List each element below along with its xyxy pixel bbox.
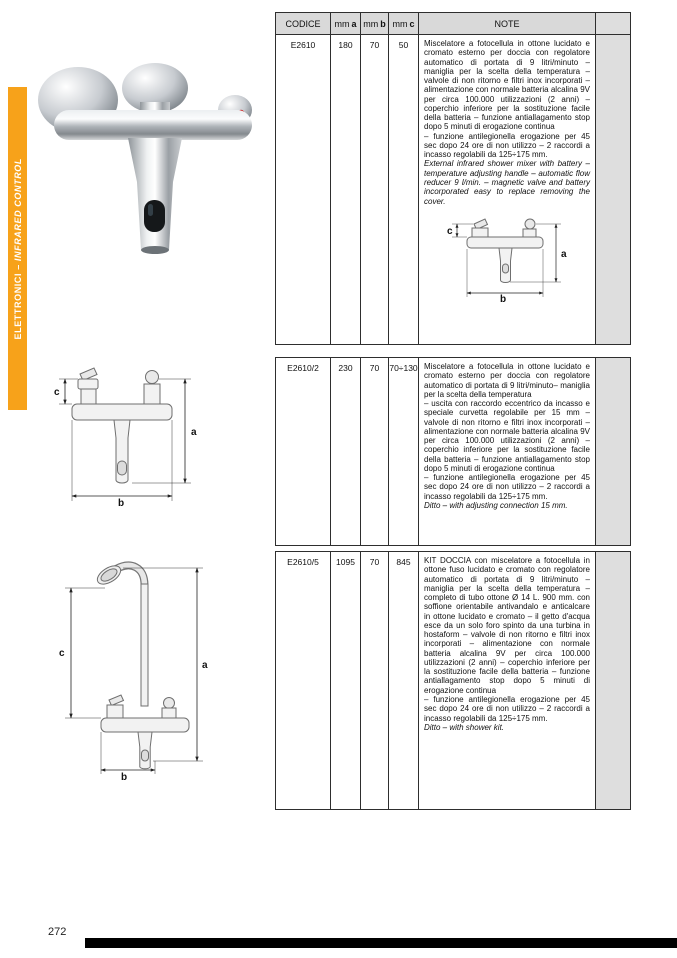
sensor-highlight <box>148 204 153 216</box>
col-header-mm-b <box>361 13 389 34</box>
table-row-e2610-2 <box>275 357 631 546</box>
mm-c-value: 70÷130 <box>389 358 419 545</box>
col-header-mm-a <box>331 13 361 34</box>
note-paragraph-english: Ditto – with shower kit. <box>424 722 505 732</box>
note-cell <box>419 35 596 344</box>
dimension-lines <box>65 568 203 774</box>
col-header-spare <box>596 13 630 34</box>
mm-c-value: 50 <box>389 35 419 344</box>
note-paragraph-english: Ditto – with adjusting connection 15 mm. <box>424 500 568 510</box>
technical-drawing-mixer <box>52 358 202 508</box>
note-paragraph: – funzione antilegionella erogazione per 45 sec dopo 24 ore di non utilizzo – 2 raccordi a incasso regolabili da 125÷175 mm. <box>424 473 590 501</box>
infrared-sensor-window <box>144 200 165 232</box>
mm-a-value: 230 <box>331 358 361 545</box>
horizontal-body <box>54 110 252 140</box>
mm-a-value: 1095 <box>331 552 361 809</box>
sensor-window-outline <box>118 461 127 475</box>
mm-label: mm <box>363 18 379 29</box>
dim-c-label: c <box>409 18 415 29</box>
dim-label-a: a <box>202 660 208 671</box>
spare-cell <box>596 358 630 545</box>
note-paragraph: Miscelatore a fotocellula in ottone lucidato e cromato esterno per doccia con regolatore automatico di portata di 9 litri/minuto – maniglia per la scelta della temperatura – valvole di non ritorno e filtri inox incorporati – alimentazione con normale batteria alcalina 9V per circa 100.000 utilizzazioni (2 anni) – coperchio inferiore per la sostituzione facile della batteria – funzione antiallagamento stop dopo 5 minuti di erogazione continua <box>424 39 590 132</box>
table-row-e2610-5 <box>275 551 631 810</box>
note-paragraph-english: External infrared shower mixer with battery – temperature adjusting handle – automatic flow reducer 9 l/min. – magnetic valve and battery incorporated easy to replace removing the cover. <box>424 159 590 206</box>
dim-label-b: b <box>121 772 128 782</box>
mm-a-value: 180 <box>331 35 361 344</box>
mm-label: mm <box>392 18 408 29</box>
note-cell <box>419 358 596 545</box>
mixer-outline <box>467 219 543 283</box>
table-row-e2610 <box>275 34 631 345</box>
sensor-window-outline <box>142 750 149 761</box>
section-tab-label-bold: ELETTRONICI – <box>12 260 23 340</box>
note-paragraph: – funzione antilegionella erogazione per 45 sec dopo 24 ore di non utilizzo – 2 raccordi a incasso regolabili da 125÷175 mm. <box>424 131 590 160</box>
dim-label-a: a <box>561 248 567 260</box>
dimension-diagram-e2610 <box>444 213 570 303</box>
spare-cell <box>596 552 630 809</box>
mixer-outline <box>72 368 172 483</box>
dim-label-c: c <box>54 387 60 398</box>
mm-b-value: 70 <box>361 35 389 344</box>
section-tab <box>8 87 27 410</box>
dim-label-a: a <box>191 427 197 438</box>
col-header-codice: CODICE <box>276 13 331 34</box>
dim-label-c: c <box>447 225 453 237</box>
riser-pipe <box>141 584 148 706</box>
page-number: 272 <box>48 926 67 938</box>
product-photo-shower-mixer <box>28 50 268 255</box>
codice-value: E2610 <box>276 35 331 344</box>
note-paragraph: – uscita con raccordo eccentrico da incasso e speciale curvetta regolabile per 15 mm – valvole di non ritorno e filtri inox incorporati – alimentazione con normale batteria alcalina 9V per circa 100.000 utilizzazioni (2 anni) – coperchio inferiore per la sostituzione facile della batteria – funzione antiallagamento stop dopo 5 minuti di erogazione continua <box>424 399 590 473</box>
note-paragraph: Miscelatore a fotocellula in ottone lucidato e cromato esterno per doccia con regolatore automatico di portata di 9 litri/minuto– maniglia per la scelta della temperatura <box>424 362 590 399</box>
spout-base <box>141 246 169 254</box>
mm-b-value: 70 <box>361 552 389 809</box>
dim-label-b: b <box>118 498 125 508</box>
note-cell <box>419 552 596 809</box>
section-tab-label <box>13 158 23 340</box>
col-header-note: NOTE <box>419 13 596 34</box>
mm-c-value: 845 <box>389 552 419 809</box>
col-header-mm-c <box>389 13 419 34</box>
codice-value: E2610/2 <box>276 358 331 545</box>
dim-b-label: b <box>380 18 386 29</box>
mm-label: mm <box>334 18 350 29</box>
spare-cell <box>596 35 630 344</box>
note-paragraph: – funzione antilegionella erogazione per 45 sec dopo 24 ore di non utilizzo – 2 raccordi a incasso regolabili da 125÷175 mm. <box>424 694 590 723</box>
shower-kit-outline <box>94 562 189 769</box>
mm-b-value: 70 <box>361 358 389 545</box>
codice-value: E2610/5 <box>276 552 331 809</box>
footer-bar <box>85 938 677 948</box>
table-header <box>275 12 631 35</box>
vertical-spout <box>128 138 182 250</box>
dim-label-c: c <box>59 648 65 659</box>
dim-a-label: a <box>351 18 357 29</box>
dim-label-b: b <box>500 293 507 303</box>
mixer-body-photo <box>38 63 252 254</box>
note-paragraph: KIT DOCCIA con miscelatore a fotocellula in ottone fuso lucidato e cromato con regolatore automatico di portata di 9 litri/minuto – maniglia per la scelta della temperatura – completo di tubo ottone Ø 14 L. 900 mm. con soffione orientabile antivandalo e anticalcare in ottone lucidato e cromato – il getto d'acqua esce da un solo foro spinto da una turbina in hostaform – valvole di non ritorno e filtri inox incorporati – alimentazione con normale batteria alcalina 9V per circa 100.000 utilizzazioni (2 anni) – coperchio inferiore per la sostituzione facile della batteria – funzione antiallagamento stop dopo 5 minuti di erogazione continua <box>424 556 590 695</box>
technical-drawing-shower-kit <box>45 554 210 782</box>
section-tab-label-italic: INFRARED CONTROL <box>12 157 23 261</box>
